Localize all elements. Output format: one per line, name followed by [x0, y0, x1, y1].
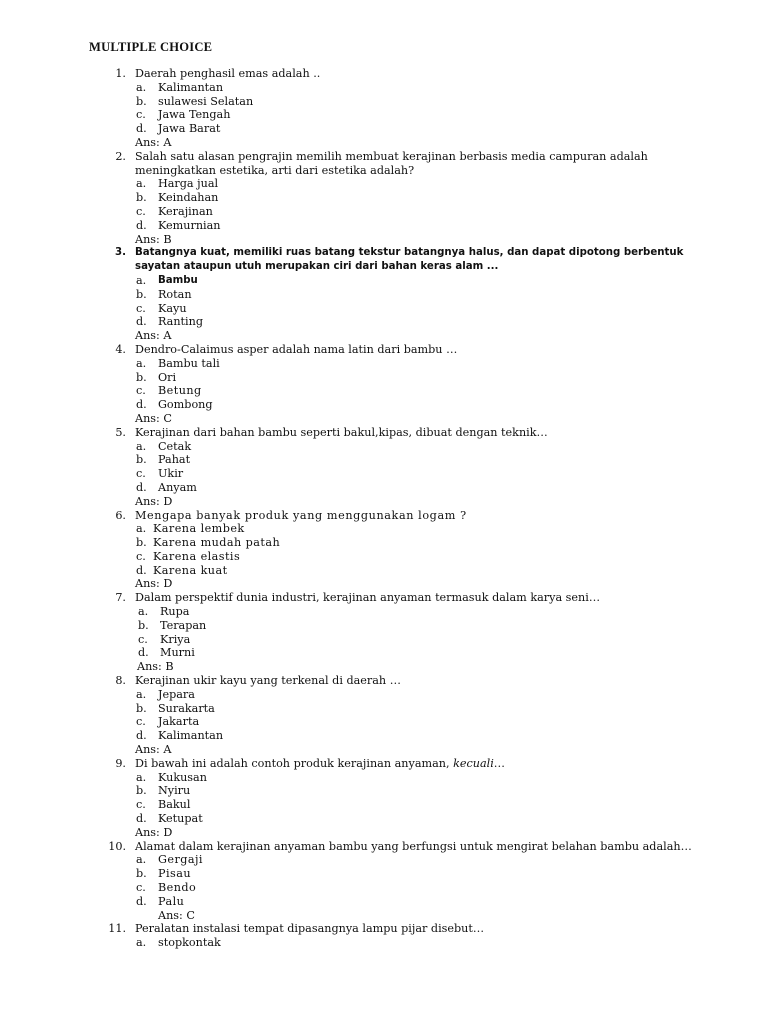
question-number: 6.	[115, 508, 126, 522]
answer: Ans: A	[135, 743, 172, 757]
option: a. Cetak	[136, 439, 192, 453]
option: a. Jepara	[136, 687, 195, 701]
option: d. Anyam	[136, 480, 197, 494]
option: b. Ori	[136, 370, 177, 384]
option: d. Kalimantan	[136, 729, 224, 743]
question-11	[0, 922, 768, 950]
question-6	[0, 509, 768, 592]
question-number: 1.	[115, 67, 126, 80]
option: a. Gergaji	[136, 853, 203, 867]
option: b. Terapan	[138, 618, 207, 632]
option: d. Palu	[136, 894, 185, 908]
option: a. stopkontak	[136, 936, 221, 950]
answer: Ans: B	[135, 232, 172, 246]
answer: Ans: C	[158, 908, 195, 922]
question-italic-word: kecuali	[453, 756, 494, 770]
option: c. Jakarta	[136, 715, 200, 729]
option: d. Kemurnian	[136, 218, 221, 232]
question-text: Salah satu alasan pengrajin memilih membuat kerajinan berbasis media campuran adalah	[135, 149, 648, 163]
question-text: Alamat dalam kerajinan anyaman bambu yang berfungsi untuk mengirat belahan bambu adalah…	[135, 839, 692, 853]
option: b. sulawesi Selatan	[136, 94, 254, 108]
question-9	[0, 757, 768, 840]
question-1	[0, 67, 768, 150]
option: c. Betung	[136, 384, 202, 398]
question-list	[0, 67, 768, 950]
question-text: Kerajinan ukir kayu yang terkenal di daerah …	[135, 674, 401, 688]
page-title: MULTIPLE CHOICE	[89, 40, 213, 54]
option: c. Kerajinan	[136, 204, 213, 218]
option: a. Kukusan	[136, 770, 207, 784]
option: c. Jawa Tengah	[136, 108, 231, 122]
option: a. Kalimantan	[136, 80, 224, 94]
question-number: 3.	[115, 247, 126, 259]
answer: Ans: D	[135, 494, 173, 508]
question-4	[0, 343, 768, 426]
option: b. Pisau	[136, 867, 191, 881]
answer: Ans: D	[135, 577, 173, 591]
answer: Ans: C	[135, 411, 172, 425]
option: a. Bambu	[136, 273, 198, 287]
option: b. Nyiru	[136, 784, 191, 798]
option: b. Keindahan	[136, 191, 219, 205]
option: c. Karena elastis	[136, 549, 241, 563]
question-number: 11.	[108, 922, 126, 936]
option: a. Rupa	[138, 605, 190, 619]
question-text-continued: meningkatkan estetika, arti dari estetika adalah?	[135, 163, 415, 177]
option: d. Ranting	[136, 315, 203, 329]
option: d. Karena kuat	[136, 563, 228, 577]
question-number: 10.	[108, 839, 126, 853]
option: a. Harga jual	[136, 177, 219, 191]
question-10	[0, 840, 768, 923]
option: a. Karena lembek	[136, 522, 245, 536]
answer: Ans: B	[137, 660, 174, 674]
question-number: 4.	[115, 342, 126, 356]
question-text: Batangnya kuat, memiliki ruas batang tekstur batangnya halus, dan dapat dipotong berbentuk	[135, 247, 684, 259]
option: c. Kriya	[138, 632, 191, 646]
question-number: 5.	[115, 425, 126, 439]
question-number: 8.	[115, 674, 126, 688]
question-text: Daerah penghasil emas adalah ..	[135, 67, 321, 80]
question-text: Dendro-Calaimus asper adalah nama latin dari bambu …	[135, 342, 458, 356]
question-text: Dalam perspektif dunia industri, kerajinan anyaman termasuk dalam karya seni…	[135, 591, 601, 605]
question-8	[0, 674, 768, 757]
option: b. Karena mudah patah	[136, 536, 281, 550]
question-text-continued: sayatan ataupun utuh merupakan ciri dari bahan keras alam ...	[135, 261, 499, 273]
option: c. Bendo	[136, 881, 197, 895]
question-2	[0, 150, 768, 247]
option: d. Jawa Barat	[136, 122, 221, 136]
question-5	[0, 426, 768, 509]
question-number: 2.	[115, 149, 126, 163]
option: d. Murni	[138, 646, 195, 660]
option: a. Bambu tali	[136, 356, 220, 370]
option: b. Rotan	[136, 287, 192, 301]
option: c. Kayu	[136, 301, 187, 315]
answer: Ans: D	[135, 825, 173, 839]
question-text: Peralatan instalasi tempat dipasangnya lampu pijar disebut…	[135, 922, 485, 936]
answer: Ans: A	[135, 135, 172, 149]
option: c. Ukir	[136, 467, 184, 481]
question-3	[0, 246, 768, 343]
question-number: 9.	[115, 756, 126, 770]
option: c. Bakul	[136, 798, 191, 812]
question-text: Di bawah ini adalah contoh produk kerajinan anyaman, kecuali…	[135, 756, 505, 770]
answer: Ans: A	[135, 329, 172, 343]
option: d. Ketupat	[136, 812, 203, 826]
question-text: Mengapa banyak produk yang menggunakan logam ?	[135, 508, 467, 522]
question-number: 7.	[115, 591, 126, 605]
option: b. Surakarta	[136, 701, 215, 715]
option: b. Pahat	[136, 453, 191, 467]
question-7	[0, 591, 768, 674]
question-text: Kerajinan dari bahan bambu seperti bakul,kipas, dibuat dengan teknik…	[135, 425, 548, 439]
option: d. Gombong	[136, 398, 213, 412]
